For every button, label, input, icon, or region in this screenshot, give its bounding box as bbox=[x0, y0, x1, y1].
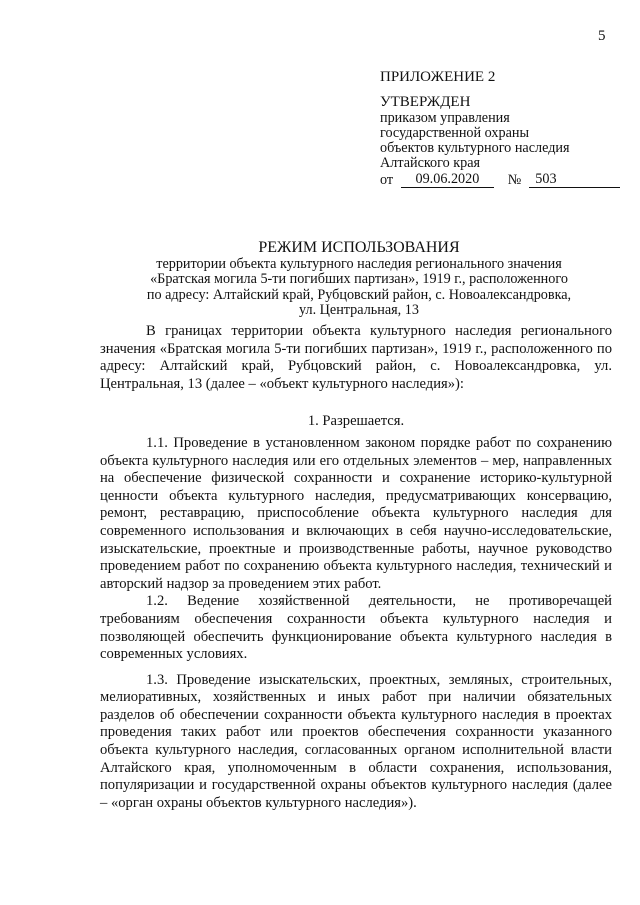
appendix-title: ПРИЛОЖЕНИЕ 2 bbox=[380, 69, 496, 85]
regime-subtitle-line: территории объекта культурного наследия регионального значения bbox=[156, 255, 562, 272]
approval-line: приказом управления bbox=[380, 110, 510, 126]
intro-paragraph: В границах территории объекта культурного наследия регионального значения «Братская могила 5-ти погибших партизан», 1919 г., расположенного по адресу: Алтайский край, Рубцовский район, с. Новоалександровка, ул. Центральная, 13 (далее – «объект культурного наследия»): bbox=[100, 323, 612, 392]
order-number: 503 bbox=[529, 172, 620, 188]
document-body bbox=[100, 323, 612, 812]
regime-subtitle-line: ул. Центральная, 13 bbox=[299, 302, 419, 319]
regime-subtitle-line: «Братская могила 5-ти погибших партизан», 1919 г., расположенного bbox=[150, 271, 568, 288]
section-heading: 1. Разрешается. bbox=[307, 413, 405, 430]
approved-heading: УТВЕРЖДЕН bbox=[380, 94, 471, 110]
approval-line: Алтайского края bbox=[380, 155, 481, 171]
approval-line: государственной охраны bbox=[380, 125, 530, 141]
approval-block bbox=[380, 70, 620, 188]
item-1-2: 1.2. Ведение хозяйственной деятельности, не противоречащей требованиям обеспечения сохранности объекта культурного наследия и позволяющей обеспечить функционирование объекта культурного наследия в современных условиях. bbox=[100, 593, 612, 663]
number-label: № bbox=[507, 172, 522, 188]
regime-subtitle-line: по адресу: Алтайский край, Рубцовский район, с. Новоалександровка, bbox=[146, 286, 572, 303]
regime-header bbox=[100, 240, 618, 319]
order-date: 09.06.2020 bbox=[401, 172, 494, 188]
from-label: от bbox=[380, 172, 394, 188]
order-line bbox=[380, 172, 620, 188]
approval-line: объектов культурного наследия bbox=[380, 140, 570, 156]
page-number: 5 bbox=[598, 28, 606, 44]
item-1-3: 1.3. Проведение изыскательских, проектных, земляных, строительных, мелиоративных, хозяйственных и иных работ при наличии обязательных разделов об обеспечении сохранности объекта культурного наследия в проектах проведения таких работ или проектов обеспечения сохранности указанного объекта культурного наследия, согласованных органом исполнительной власти Алтайского края, уполномоченным в области сохранения, использования, популяризации и государственной охраны объектов культурного наследия (далее – «орган охраны объектов культурного наследия»). bbox=[100, 671, 612, 811]
item-1-1: 1.1. Проведение в установленном законом порядке работ по сохранению объекта культурного наследия или его отдельных элементов – мер, направленных на обеспечение физической сохранности и сохранение историко-культурной ценности объекта культурного наследия, предусматривающих консервацию, ремонт, реставрацию, приспособление объекта культурного наследия для современного использования и включающих в себя научно-исследовательские, изыскательские, проектные и производственные работы, научное руководство проведением работ по сохранению объекта культурного наследия, технический и авторский надзор за проведением этих работ. bbox=[100, 434, 612, 592]
regime-title: РЕЖИМ ИСПОЛЬЗОВАНИЯ bbox=[258, 239, 460, 256]
